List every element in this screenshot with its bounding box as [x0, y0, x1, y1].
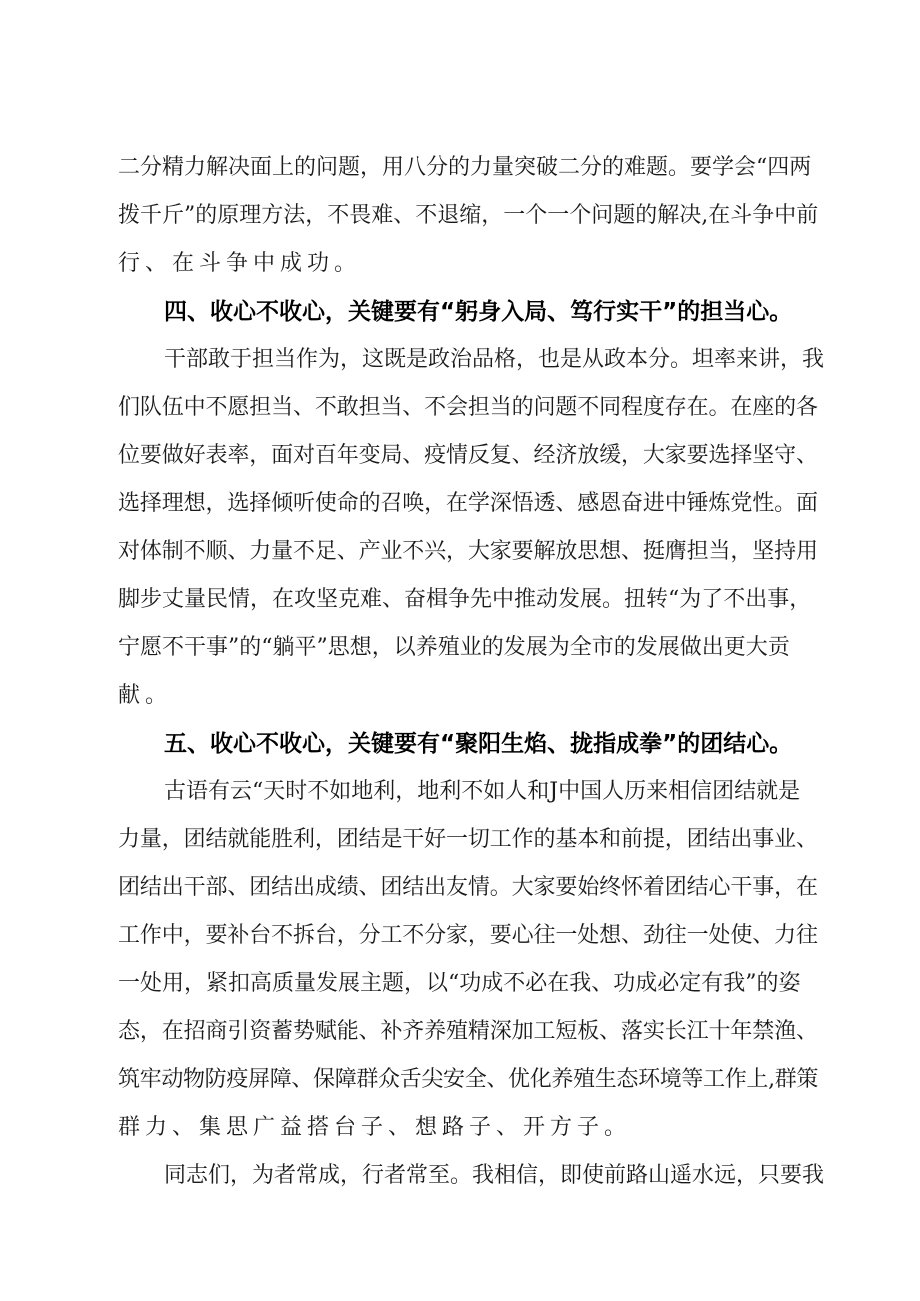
paragraph-first-line: 干部敢于担当作为，这既是政治品格，也是从政本分。坦率来讲，我	[164, 347, 824, 372]
body-line: 团结出干部、团结出成绩、团结出友情。大家要始终怀着团结心干事，在	[118, 875, 818, 900]
body-line: 位要做好表率，面对百年变局、疫情反复、经济放缓，大家要选择坚守、	[118, 443, 818, 468]
body-line: 宁愿不干事”的“躺平”思想，以养殖业的发展为全市的发展做出更大贡	[118, 635, 790, 660]
body-line: 行、在斗争中成功。	[118, 251, 362, 276]
body-line: 们队伍中不愿担当、不敢担当、不会担当的问题不同程度存在。在座的各	[118, 395, 818, 420]
body-line: 群力、集思广益搭台子、想路子、开方子。	[118, 1115, 632, 1140]
body-line: 力量，团结就能胜利，团结是干好一切工作的基本和前提，团结出事业、	[118, 827, 818, 852]
body-line: 脚步丈量民情，在攻坚克难、奋楫争先中推动发展。扭转“为了不出事，	[118, 587, 812, 612]
body-line: 工作中，要补台不拆台，分工不分家，要心往一处想、劲往一处使、力往	[118, 923, 818, 948]
body-line: 二分精力解决面上的问题，用八分的力量突破二分的难题。要学会“四两	[118, 155, 812, 180]
body-line: 一处用，紧扣高质量发展主题，以“功成不必在我、功成必定有我”的姿	[118, 971, 801, 996]
section-heading-5: 五、收心不收心，关键要有“聚阳生焰、拢指成拳”的团结心。	[164, 731, 793, 757]
section-heading-4: 四、收心不收心，关键要有“躬身入局、笃行实干”的担当心。	[164, 299, 793, 325]
body-line: 献。	[118, 683, 173, 708]
body-line: 拨千斤”的原理方法，不畏难、不退缩，一个一个问题的解决,在斗争中前	[118, 203, 818, 228]
body-line: 筑牢动物防疫屏障、保障群众舌尖安全、优化养殖生态环境等工作上,群策	[118, 1067, 818, 1092]
paragraph-first-line: 古语有云“天时不如地利，地利不如人和J中国人历来相信团结就是	[164, 779, 801, 804]
body-line: 态，在招商引资蓄势赋能、补齐养殖精深加工短板、落实长江十年禁渔、	[118, 1019, 818, 1044]
body-line: 对体制不顺、力量不足、产业不兴，大家要解放思想、挺膺担当，坚持用	[118, 539, 818, 564]
body-line: 选择理想，选择倾听使命的召唤，在学深悟透、感恩奋进中锤炼党性。面	[118, 491, 818, 516]
paragraph-first-line: 同志们，为者常成，行者常至。我相信，即使前路山遥水远，只要我	[164, 1163, 824, 1188]
